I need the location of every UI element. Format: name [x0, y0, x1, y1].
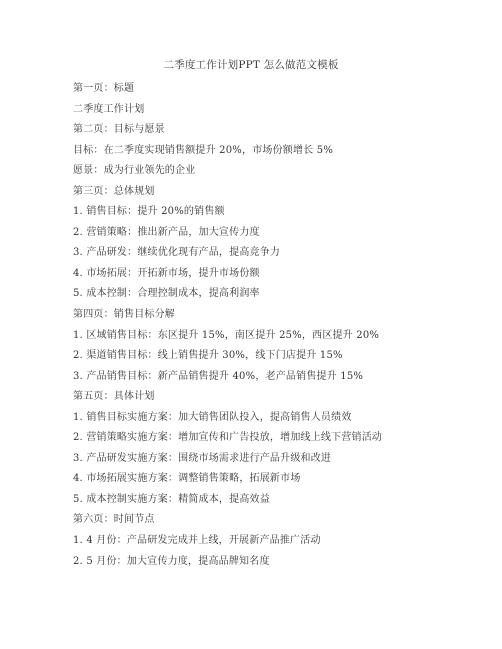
- detail-plan-item-2: 2. 营销策略实施方案：增加宣传和广告投放，增加线上线下营销活动: [73, 432, 383, 444]
- detail-plan-item-1: 1. 销售目标实施方案：加大销售团队投入，提高销售人员绩效: [73, 411, 352, 423]
- document-body: [73, 82, 493, 575]
- sales-target-item-2: 2. 渠道销售目标：线上销售提升 30%，线下门店提升 15%: [73, 350, 343, 362]
- detail-plan-item-3: 3. 产品研发实施方案：围绕市场需求进行产品升级和改进: [73, 452, 332, 464]
- sales-target-item-1: 1. 区域销售目标：东区提升 15%，南区提升 25%，西区提升 20%: [73, 329, 380, 341]
- timeline-item-1: 1. 4 月份：产品研发完成并上线，开展新产品推广活动: [73, 535, 321, 547]
- plan-item-3: 3. 产品研发：继续优化现有产品，提高竞争力: [73, 247, 281, 259]
- page1-title-text: 二季度工作计划: [73, 103, 145, 115]
- vision-text: 愿景：成为行业领先的企业: [73, 165, 196, 177]
- plan-item-4: 4. 市场拓展：开拓新市场，提升市场份额: [73, 267, 260, 279]
- page6-heading: 第六页：时间节点: [73, 514, 155, 526]
- timeline-item-2: 2. 5 月份：加大宣传力度，提高品牌知名度: [73, 555, 270, 567]
- sales-target-item-3: 3. 产品销售目标：新产品销售提升 40%，老产品销售提升 15%: [73, 370, 364, 382]
- document-title: 二季度工作计划PPT 怎么做范文模板: [163, 59, 339, 71]
- page4-heading: 第四页：销售目标分解: [73, 309, 175, 321]
- page1-heading: 第一页：标题: [73, 83, 135, 94]
- detail-plan-item-5: 5. 成本控制实施方案：精简成本，提高效益: [73, 493, 270, 505]
- plan-item-5: 5. 成本控制：合理控制成本，提高利润率: [73, 288, 260, 300]
- detail-plan-item-4: 4. 市场拓展实施方案：调整销售策略，拓展新市场: [73, 473, 301, 485]
- plan-item-2: 2. 营销策略：推出新产品，加大宣传力度: [73, 226, 260, 238]
- page2-heading: 第二页：目标与愿景: [73, 124, 165, 136]
- plan-item-1: 1. 销售目标：提升 20%的销售额: [73, 206, 225, 218]
- goal-text: 目标：在二季度实现销售额提升 20%，市场份额增长 5%: [73, 144, 334, 156]
- page3-heading: 第三页：总体规划: [73, 185, 155, 197]
- page5-heading: 第五页：具体计划: [73, 391, 155, 403]
